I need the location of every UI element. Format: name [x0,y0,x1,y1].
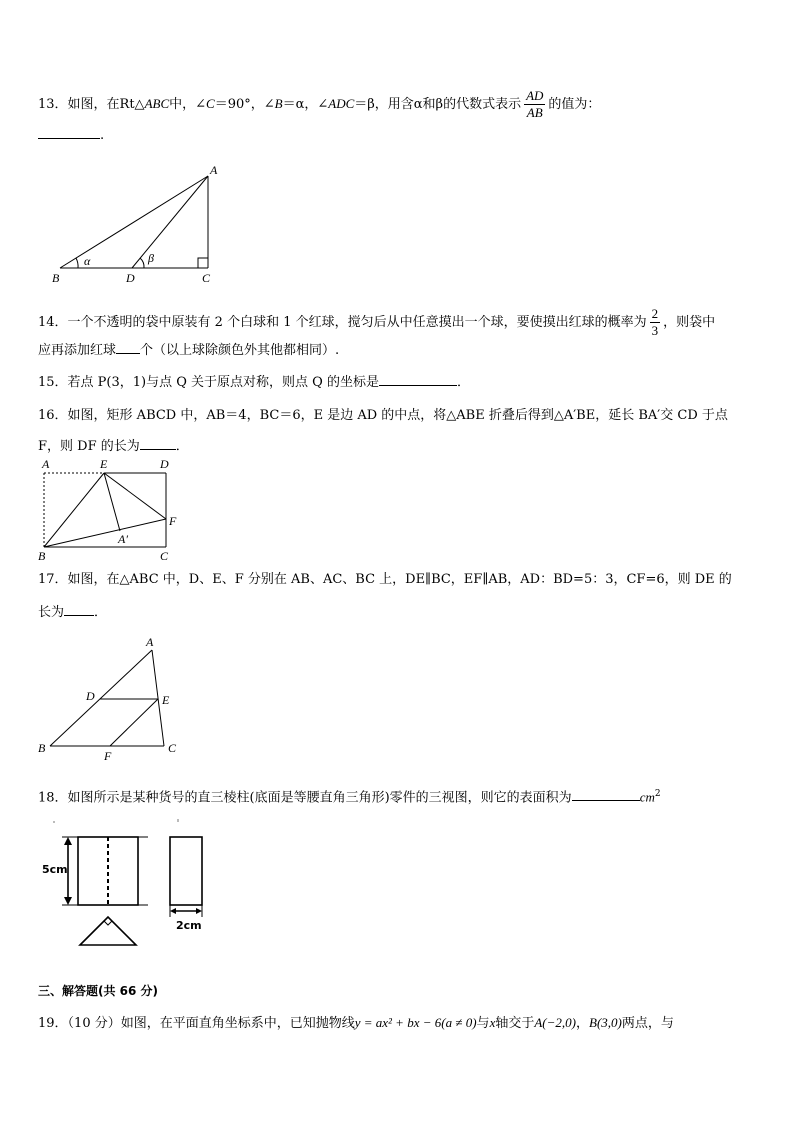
q16-label-a: A [42,457,50,471]
q15-line: 15．若点 P(3，1)与点 Q 关于原点对称，则点 Q 的坐标是 ． [38,375,470,390]
q16-label-e: E [100,457,108,471]
q13-label-b: B [52,271,60,285]
q16-label-a-prime: A′ [118,532,128,546]
q13-label-a: A [210,163,218,177]
q18-line: 18．如图所示是某种货号的直三棱柱(底面是等腰直角三角形)零件的三视图，则它的表面积为 $cm^2$ [38,789,661,806]
q13-answer-blank[interactable]: . [38,126,104,146]
q19-formula: y = ax² + bx − 6(a ≠ 0) [354,1015,477,1030]
q14-line1: 14．一个不透明的袋中原装有 2 个白球和 1 个红球，搅匀后从中任意摸出一个球，要使摸出红球的概率为 $\frac{2}{3}$ ，则袋中 [38,306,716,338]
q17-label-f: F [104,749,112,762]
q18-answer-blank[interactable] [572,788,640,801]
q16-label-d: D [160,457,169,471]
q17-line2: 长为 ． [38,605,108,620]
q13-label-c: C [202,271,211,285]
q18-three-views-figure [38,815,218,955]
q15-answer-blank[interactable] [379,373,457,386]
q17-label-b: B [38,741,46,755]
q16-answer-blank[interactable] [140,437,176,450]
q17-answer-blank[interactable] [64,603,94,616]
q14-answer-blank[interactable] [116,341,140,354]
q18-label-2cm: 2cm [176,919,202,932]
q13-line1: 13．如图，在Rt△ABC中，∠C＝90°，∠B＝α，∠ADC＝β，用含α和β的代数式表示 $\frac{AD}{AB}$ 的值为： [38,88,601,120]
q13-triangle-figure [48,162,228,287]
q14-fraction: $\frac{2}{3}$ [651,306,659,338]
q13-label-beta: β [148,251,154,265]
q16-line1: 16．如图，矩形 ABCD 中，AB＝4，BC＝6，E 是边 AD 的中点，将△ABE 折叠后得到△A′BE，延长 BA′交 CD 于点 [38,408,728,423]
q17-label-a: A [146,635,154,649]
section-3-heading: 三、解答题(共 66 分) [38,984,159,998]
q17-label-e: E [162,693,170,707]
q13-label-alpha: α [84,254,91,268]
q13-label-d: D [126,271,135,285]
q19-line1: 19．（10 分）如图，在平面直角坐标系中，已知抛物线y = ax² + bx − 6(a ≠ 0)与x轴交于A(−2,0)，B(3,0)两点，与 [38,1015,674,1031]
q18-label-5cm: 5cm [42,863,68,876]
q14-line2: 应再添加红球 个（以上球除颜色外其他都相同）. [38,343,340,358]
q13-fraction: $\frac{AD}{AB}$ [526,88,544,120]
q17-label-d: D [86,689,95,703]
q16-rectangle-figure [36,455,186,565]
q16-label-c: C [160,549,169,563]
q17-triangle-figure [34,632,184,762]
q17-line1: 17．如图，在△ABC 中，D、E、F 分别在 AB、AC、BC 上，DE∥BC，EF∥AB，AD：BD=5：3，CF=6，则 DE 的 [38,572,732,587]
q16-label-f: F [169,514,177,528]
q17-label-c: C [168,741,177,755]
q16-label-b: B [38,549,46,563]
q16-line2: F，则 DF 的长为 ． [38,439,189,454]
